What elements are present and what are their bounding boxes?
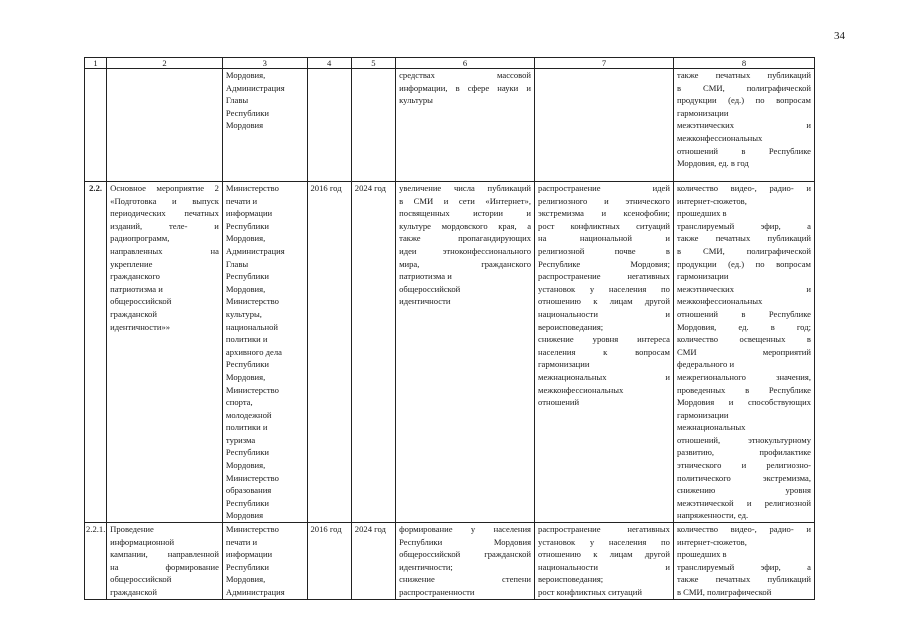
cell-line: Министерство	[225, 384, 279, 395]
cell-line: также печатных публикаций	[676, 233, 811, 244]
cell-line: политического экстремизма,	[676, 472, 811, 483]
cell-line: в СМИ, полиграфической	[676, 245, 811, 256]
cell-line: отношений, этнокультурному	[676, 434, 811, 445]
code-cell	[85, 69, 107, 182]
cell-line: молодежной	[225, 409, 272, 420]
cell-line: гармонизации	[538, 359, 590, 370]
cell-line: также печатных публикаций	[676, 574, 811, 585]
cell-line: религиозной почве в	[538, 245, 670, 256]
cell-line: архивного дела	[225, 346, 282, 357]
header-cell: 7	[535, 58, 674, 69]
cell-line: вероисповедания;	[538, 574, 604, 585]
cell-line: проведенных в Республике	[676, 384, 811, 395]
cell-line: радиопрограмм,	[110, 233, 170, 244]
cell-line: религиозного и этнического	[538, 195, 670, 206]
cell-line: прошедших в	[676, 549, 727, 560]
cell-line: экстремизма и ксенофобии;	[538, 208, 670, 219]
consequences-cell	[535, 182, 674, 523]
header-cell: 5	[351, 58, 395, 69]
executor-cell	[222, 69, 307, 182]
cell-line: на национальной и	[538, 233, 670, 244]
cell-line: Администрация	[225, 82, 285, 93]
cell-line: также пропагандирующих	[399, 233, 532, 244]
cell-line: увеличение числа публикаций	[399, 183, 532, 193]
cell-line: укрепление	[110, 258, 153, 269]
cell-line: Республики	[225, 220, 270, 231]
cell-line: межнациональных и	[538, 371, 670, 382]
cell-line: продукции (ед.) по вопросам	[676, 95, 811, 106]
code-cell: 2.2.	[85, 182, 107, 523]
cell-line: межконфессиональных	[676, 132, 763, 143]
consequences-cell	[535, 69, 674, 182]
header-cell: 8	[673, 58, 814, 69]
cell-line: отношений в Республике	[676, 308, 811, 319]
cell-line: национальной	[225, 321, 279, 332]
cell-line: Главы	[225, 258, 249, 269]
cell-line: установок у населения по	[538, 536, 670, 547]
cell-line: на формирование	[110, 561, 219, 572]
cell-line: туризма	[225, 434, 256, 445]
cell-line: Республике Мордовия;	[538, 258, 670, 269]
cell-line: Мордовия,	[225, 70, 266, 80]
cell-line: снижению уровня	[676, 485, 811, 496]
indicators-cell	[673, 523, 814, 600]
cell-line: рост конфликтных ситуаций	[538, 220, 670, 231]
header-cell: 1	[85, 58, 107, 69]
cell-line: межконфессиональных	[538, 384, 624, 395]
cell-line: общероссийской гражданской	[399, 549, 532, 560]
cell-line: политики и	[225, 334, 268, 345]
cell-line: Мордовия,	[225, 371, 266, 382]
cell-line: прошедших в	[676, 208, 727, 219]
cell-line: интернет-сюжетов,	[676, 536, 747, 547]
cell-line: Мордовия,	[225, 460, 266, 471]
code-cell: 2.2.1.	[85, 523, 107, 600]
executor-cell	[222, 523, 307, 600]
cell-line: гармонизации	[676, 107, 729, 118]
cell-line: количество освещенных в	[676, 334, 811, 345]
cell-line: Мордовия и способствующих	[676, 397, 811, 408]
cell-line: в СМИ и сети «Интернет»,	[399, 195, 531, 206]
header-row	[85, 58, 815, 69]
cell-line: идентичности	[399, 296, 451, 307]
cell-line: Мордовия,	[225, 283, 266, 294]
cell-line: Министерство	[225, 524, 279, 535]
start-cell: 2016 год	[307, 523, 351, 600]
cell-line: спорта,	[225, 397, 253, 408]
cell-line: отношений в Республике	[676, 145, 811, 156]
cell-line: этнического и религиозно-	[676, 460, 811, 471]
cell-line: количество видео-, радио- и	[676, 183, 811, 193]
cell-line: Республики Мордовия	[399, 536, 532, 547]
cell-line: Основное мероприятие 2	[110, 183, 219, 193]
start-cell: 2016 год	[307, 182, 351, 523]
cell-line: межэтнических и	[676, 283, 811, 294]
cell-line: распространение негативных	[538, 524, 670, 535]
cell-line: идентичности;	[399, 561, 453, 572]
cell-line: гражданской	[110, 587, 157, 597]
cell-line: федерального и	[676, 359, 735, 370]
cell-line: межнациональных	[676, 422, 746, 433]
result-cell	[396, 69, 535, 182]
cell-line: вероисповедания;	[538, 321, 604, 332]
cell-line: общероссийской	[399, 283, 461, 294]
cell-line: информационной	[110, 536, 175, 547]
result-cell	[396, 523, 535, 600]
cell-line: отношению к лицам другой	[538, 549, 670, 560]
cell-line: печати и	[225, 195, 258, 206]
cell-line: в СМИ, полиграфической	[676, 587, 772, 597]
cell-line: Мордовия	[225, 120, 264, 131]
cell-line: информации	[225, 208, 273, 219]
cell-line: Главы	[225, 95, 249, 106]
indicators-cell	[673, 182, 814, 523]
cell-line: Республики	[225, 447, 270, 458]
table-row	[85, 523, 815, 600]
cell-line: межэтнических и	[676, 120, 811, 131]
header-cell: 3	[222, 58, 307, 69]
cell-line: Мордовия, ед. в год;	[676, 321, 811, 332]
cell-line: в СМИ, полиграфической	[676, 82, 811, 93]
end-cell: 2024 год	[351, 523, 395, 600]
cell-line: идеи этноконфессионального	[399, 245, 532, 256]
executor-cell	[222, 182, 307, 523]
cell-line: Республики	[225, 107, 270, 118]
header-cell: 2	[107, 58, 223, 69]
end-cell	[351, 69, 395, 182]
cell-line: информации	[225, 549, 273, 560]
cell-line: гармонизации	[676, 271, 729, 282]
end-cell: 2024 год	[351, 182, 395, 523]
cell-line: культуре мордовского края, а	[399, 220, 532, 231]
cell-line: установок у населения по	[538, 283, 670, 294]
table-row	[85, 182, 815, 523]
cell-line: межрегионального значения,	[676, 371, 811, 382]
cell-line: интернет-сюжетов,	[676, 195, 747, 206]
cell-line: отношению к лицам другой	[538, 296, 670, 307]
cell-line: Министерство	[225, 183, 279, 193]
cell-line: распространение идей	[538, 183, 670, 193]
cell-line: развитию, профилактике	[676, 447, 811, 458]
cell-line: населения к вопросам	[538, 346, 670, 357]
start-cell	[307, 69, 351, 182]
cell-line: Республики	[225, 497, 270, 508]
cell-line: Мордовия	[225, 510, 264, 521]
cell-line: политики и	[225, 422, 268, 433]
cell-line: транслируемый эфир, а	[676, 561, 811, 572]
cell-line: Республики	[225, 561, 270, 572]
cell-line: продукции (ед.) по вопросам	[676, 258, 811, 269]
consequences-cell	[535, 523, 674, 600]
cell-line: средствах массовой	[399, 70, 532, 80]
cell-line: периодических печатных	[110, 208, 219, 219]
cell-line: кампании, направленной	[110, 549, 219, 560]
cell-line: Республики	[225, 359, 270, 370]
page-number: 34	[834, 30, 845, 42]
cell-line: культуры	[399, 95, 433, 106]
program-table	[84, 57, 815, 600]
cell-line: гармонизации	[676, 409, 729, 420]
cell-line: посвященных истории и	[399, 208, 532, 219]
cell-line: национальности и	[538, 308, 670, 319]
cell-line: образования	[225, 485, 272, 496]
cell-line: межконфессиональных	[676, 296, 763, 307]
cell-line: снижение степени	[399, 574, 532, 585]
cell-line: Министерство	[225, 472, 279, 483]
cell-line: распространенности	[399, 587, 475, 597]
cell-line: общероссийской	[110, 296, 172, 307]
cell-line: изданий, теле- и	[110, 220, 219, 231]
cell-line: гражданской	[110, 308, 157, 319]
cell-line: Министерство	[225, 296, 279, 307]
cell-line: Республики	[225, 271, 270, 282]
header-cell: 6	[396, 58, 535, 69]
cell-line: формирование у населения	[399, 524, 532, 535]
cell-line: отношений	[538, 397, 580, 408]
cell-line: национальности и	[538, 561, 670, 572]
cell-line: патриотизма и	[399, 271, 452, 282]
cell-line: информации, в сфере науки и	[399, 82, 531, 93]
cell-line: напряженности, ед.	[676, 510, 749, 521]
cell-line: Проведение	[110, 524, 154, 535]
cell-line: направленных на	[110, 245, 219, 256]
cell-line: «Подготовка и выпуск	[110, 195, 219, 206]
cell-line: культуры,	[225, 308, 262, 319]
cell-line: Администрация	[225, 245, 285, 256]
cell-line: мира, гражданского	[399, 258, 532, 269]
cell-line: рост конфликтных ситуаций	[538, 587, 642, 597]
result-cell	[396, 182, 535, 523]
indicators-cell	[673, 69, 814, 182]
cell-line: патриотизма и	[110, 283, 163, 294]
cell-line: межэтнической и религиозной	[676, 497, 811, 508]
cell-line: печати и	[225, 536, 258, 547]
cell-line: также печатных публикаций	[676, 70, 811, 80]
cell-line: общероссийской	[110, 574, 172, 585]
name-cell	[107, 182, 223, 523]
cell-line: гражданского	[110, 271, 160, 282]
table-row	[85, 69, 815, 182]
cell-line: Мордовия,	[225, 574, 266, 585]
cell-line: распространение негативных	[538, 271, 670, 282]
cell-line: снижение уровня интереса	[538, 334, 670, 345]
cell-line: количество видео-, радио- и	[676, 524, 811, 535]
cell-line: СМИ мероприятий	[676, 346, 811, 357]
cell-line: Мордовия,	[225, 233, 266, 244]
cell-line: транслируемый эфир, а	[676, 220, 811, 231]
name-cell	[107, 523, 223, 600]
cell-line: Мордовия, ед. в год	[676, 158, 749, 169]
cell-line: Администрация	[225, 587, 285, 597]
header-cell: 4	[307, 58, 351, 69]
name-cell	[107, 69, 223, 182]
cell-line: идентичности»»	[110, 321, 171, 332]
